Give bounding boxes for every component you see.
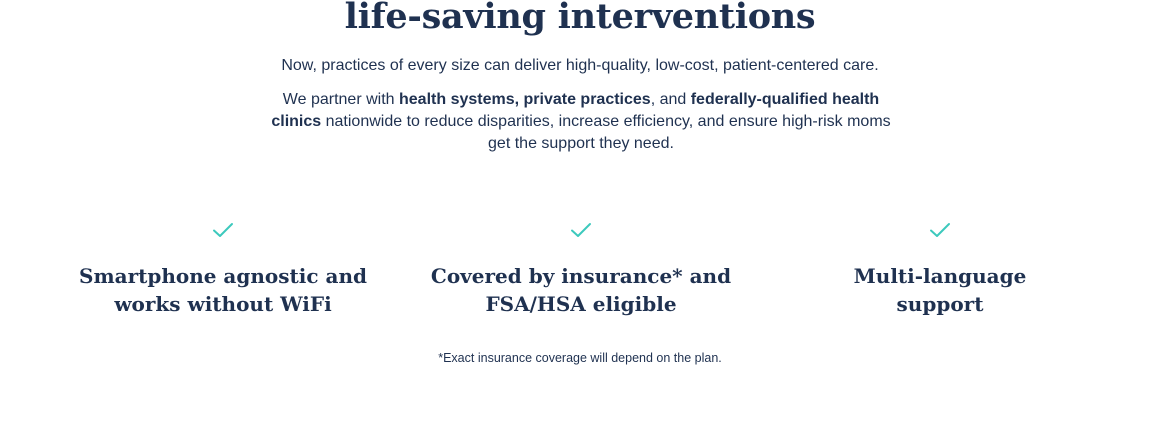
feature-multi-language <box>760 218 1120 318</box>
partner-highlight-systems: health systems, private practices <box>399 91 651 108</box>
feature-title: Multi-language support <box>853 264 1027 316</box>
check-icon <box>211 218 235 242</box>
section-headline: life-saving interventions <box>344 0 816 37</box>
feature-title: Covered by insurance* and FSA/HSA eligible <box>430 264 732 316</box>
check-icon <box>569 218 593 242</box>
check-icon <box>928 218 952 242</box>
partner-paragraph <box>270 89 892 155</box>
lead-paragraph: Now, practices of every size can deliver high-quality, low-cost, patient-centered care. <box>281 57 879 74</box>
feature-smartphone-agnostic <box>43 218 403 318</box>
partner-text-suffix: nationwide to reduce disparities, increase efficiency, and ensure high-risk moms get the support they need. <box>321 113 891 152</box>
partner-text-middle: , and <box>650 91 691 108</box>
feature-insurance-covered <box>401 218 761 318</box>
insurance-footnote: *Exact insurance coverage will depend on the plan. <box>438 351 722 365</box>
feature-title: Smartphone agnostic and works without WiFi <box>79 264 367 316</box>
partner-text-prefix: We partner with <box>282 91 399 108</box>
partner-highlight-clinics: federally-qualified health clinics <box>271 91 880 130</box>
